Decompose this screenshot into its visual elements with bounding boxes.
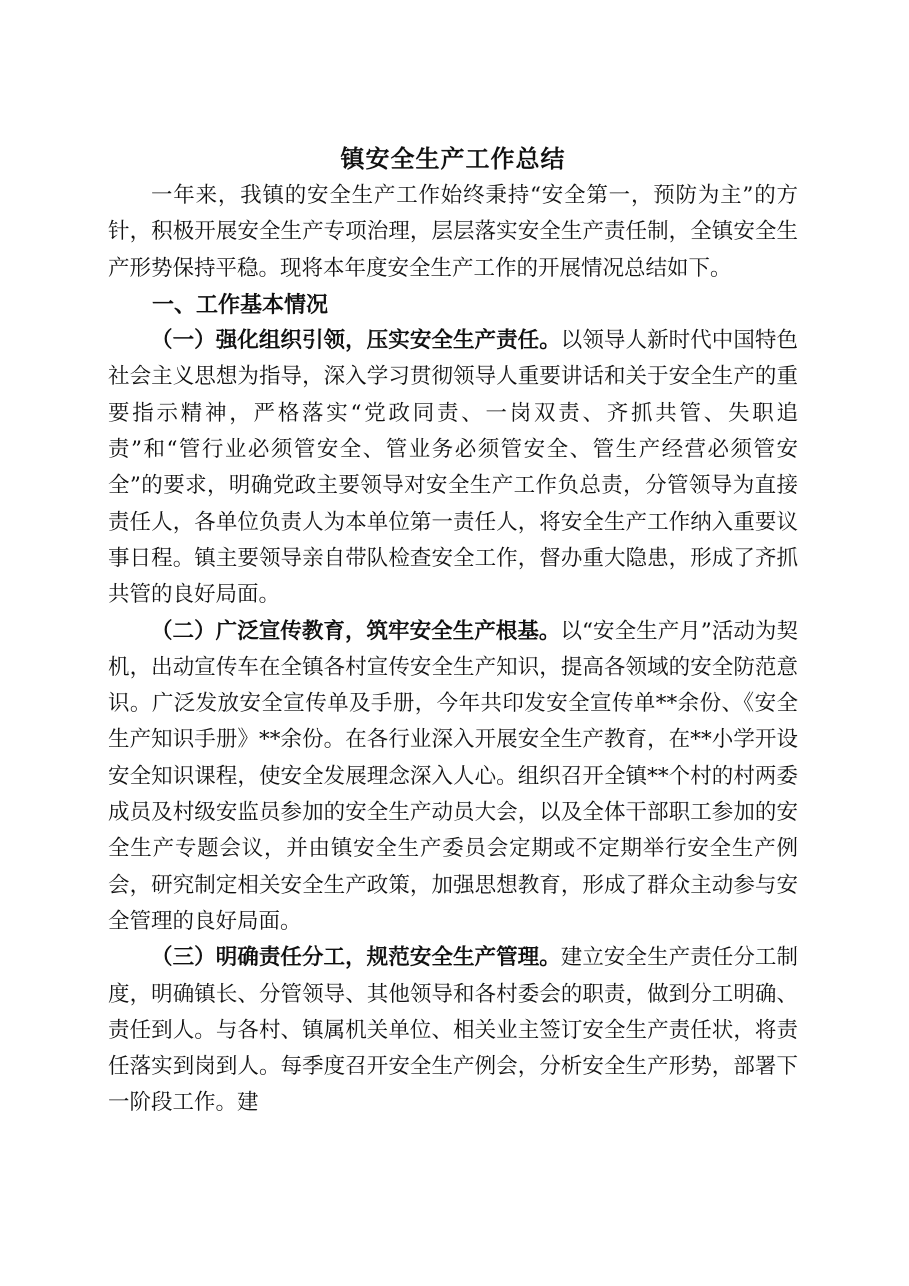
paragraph-lead-text: （三）明确责任分工，规范安全生产管理。: [151, 945, 561, 971]
paragraph-lead-text: （二）广泛宣传教育，筑牢安全生产根基。: [151, 618, 561, 644]
section-heading-work-overview: 一、工作基本情况: [152, 291, 329, 318]
paragraph-publicity-education: [108, 614, 798, 941]
paragraph-responsibility-division: [108, 940, 798, 1121]
paragraph-organization-leadership: [108, 323, 798, 613]
paragraph-body-text: 以“安全生产月”活动为契机，出动宣传车在全镇各村宣传安全生产知识，提高各领域的安全防范意识。广泛发放安全宣传单及手册，今年共印发安全宣传单**余份、《安全生产知识手册》**余份。在各行业深入开展安全生产教育，在**小学开设安全知识课程，使安全发展理念深入人心。组织召开全镇**个村的村两委成员及村级安监员参加的安全生产动员大会，以及全体干部职工参加的安全生产专题会议，并由镇安全生产委员会定期或不定期举行安全生产例会，研究制定相关安全生产政策，加强思想教育，形成了群众主动参与安全管理的良好局面。: [108, 618, 798, 934]
paragraph-body-text: 以领导人新时代中国特色社会主义思想为指导，深入学习贯彻领导人重要讲话和关于安全生产的重要指示精神，严格落实“党政同责、一岗双责、齐抓共管、失职追责”和“管行业必须管安全、管业务必须管安全、管生产经营必须管安全”的要求，明确党政主要领导对安全生产工作负总责，分管领导为直接责任人，各单位负责人为本单位第一责任人，将安全生产工作纳入重要议事日程。镇主要领导亲自带队检查安全工作，督办重大隐患，形成了齐抓共管的良好局面。: [108, 328, 798, 608]
intro-paragraph: 一年来，我镇的安全生产工作始终秉持“安全第一，预防为主”的方针，积极开展安全生产专项治理，层层落实安全生产责任制，全镇安全生产形势保持平稳。现将本年度安全生产工作的开展情况总结如下。: [108, 183, 798, 281]
document-title: 镇安全生产工作总结: [340, 144, 566, 173]
paragraph-lead-text: （一）强化组织引领，压实安全生产责任。: [151, 328, 561, 354]
document-body: [108, 140, 798, 1122]
paragraph-body-text: 建立安全生产责任分工制度，明确镇长、分管领导、其他领导和各村委会的职责，做到分工明确、责任到人。与各村、镇属机关单位、相关业主签订安全生产责任状，将责任落实到岗到人。每季度召开安全生产例会，分析安全生产形势，部署下一阶段工作。建: [108, 945, 798, 1116]
